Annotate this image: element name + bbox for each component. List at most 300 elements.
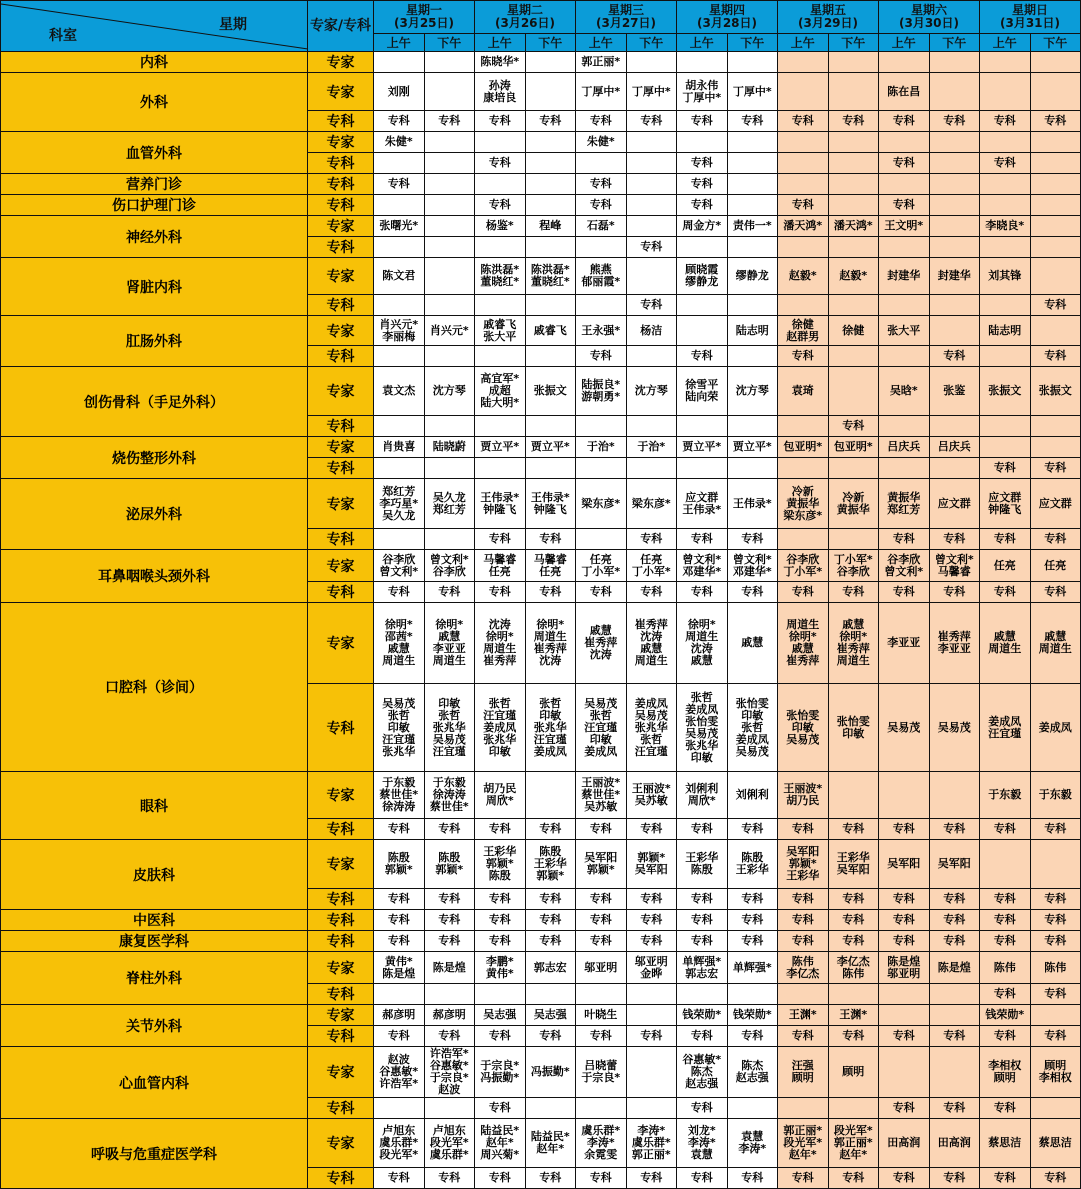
schedule-cell: 高宜军* 成超 陆大明* xyxy=(475,367,526,416)
schedule-cell: 包亚明* xyxy=(778,437,829,458)
schedule-cell: 专科 xyxy=(980,931,1031,952)
schedule-cell xyxy=(1030,1005,1081,1026)
schedule-cell xyxy=(1030,840,1081,889)
schedule-cell xyxy=(1030,216,1081,237)
schedule-cell: 刘其锋 xyxy=(980,258,1031,295)
schedule-cell: 专科 xyxy=(1030,295,1081,316)
schedule-cell: 吴易茂 张哲 汪宜瑾 印敏 姜成凤 xyxy=(576,684,627,772)
schedule-cell xyxy=(929,295,980,316)
schedule-cell xyxy=(1030,132,1081,153)
schedule-cell: 专科 xyxy=(879,1098,930,1119)
schedule-cell: 专科 xyxy=(525,111,576,132)
schedule-cell: 包亚明* xyxy=(828,437,879,458)
schedule-cell xyxy=(727,295,778,316)
am-header: 上午 xyxy=(475,34,526,52)
schedule-cell xyxy=(879,52,930,73)
schedule-cell xyxy=(626,195,677,216)
schedule-cell: 戚慧 周道生 xyxy=(980,603,1031,684)
schedule-cell: 谷李欣 曾文利* xyxy=(879,550,930,582)
pm-header: 下午 xyxy=(929,34,980,52)
schedule-row xyxy=(1,195,1081,216)
schedule-cell xyxy=(828,529,879,550)
schedule-cell: 专科 xyxy=(626,582,677,603)
schedule-cell: 贾立平* xyxy=(677,437,728,458)
schedule-cell xyxy=(929,237,980,258)
schedule-cell: 专科 xyxy=(980,819,1031,840)
schedule-cell xyxy=(929,216,980,237)
schedule-cell xyxy=(626,984,677,1005)
schedule-cell xyxy=(374,984,425,1005)
schedule-cell: 袁文杰 xyxy=(374,367,425,416)
schedule-cell: 谷李欣 丁小军* xyxy=(778,550,829,582)
schedule-cell: 专科 xyxy=(778,582,829,603)
schedule-cell: 专科 xyxy=(424,582,475,603)
schedule-cell xyxy=(576,237,627,258)
clinic-type: 专家 xyxy=(308,1005,374,1026)
day-header: 星期日 (3月31日) xyxy=(980,1,1081,34)
schedule-cell: 专科 xyxy=(727,111,778,132)
schedule-cell: 沈方琴 xyxy=(727,367,778,416)
schedule-cell: 李晓良* xyxy=(980,216,1031,237)
schedule-cell xyxy=(980,52,1031,73)
schedule-cell: 石磊* xyxy=(576,216,627,237)
schedule-cell: 李相权 顾明 xyxy=(980,1047,1031,1098)
schedule-cell: 专科 xyxy=(677,1026,728,1047)
schedule-cell xyxy=(475,984,526,1005)
schedule-cell: 陆志明 xyxy=(980,316,1031,346)
schedule-cell xyxy=(980,295,1031,316)
schedule-cell xyxy=(626,1047,677,1098)
schedule-cell xyxy=(879,174,930,195)
schedule-cell xyxy=(879,132,930,153)
schedule-cell: 专科 xyxy=(727,819,778,840)
schedule-cell: 吴志强 xyxy=(475,1005,526,1026)
clinic-type: 专家 xyxy=(308,437,374,458)
schedule-cell: 蔡思洁 xyxy=(1030,1119,1081,1168)
schedule-cell xyxy=(475,132,526,153)
schedule-cell xyxy=(576,416,627,437)
schedule-cell xyxy=(475,237,526,258)
schedule-cell: 潘天鸿* xyxy=(778,216,829,237)
clinic-type: 专科 xyxy=(308,174,374,195)
department-name: 泌尿外科 xyxy=(1,479,308,550)
schedule-cell: 蔡思洁 xyxy=(980,1119,1031,1168)
department-name: 中医科 xyxy=(1,910,308,931)
schedule-cell: 专科 xyxy=(828,1168,879,1189)
clinic-type: 专家 xyxy=(308,316,374,346)
am-header: 上午 xyxy=(778,34,829,52)
schedule-cell: 田高润 xyxy=(879,1119,930,1168)
schedule-cell xyxy=(626,416,677,437)
schedule-cell: 专科 xyxy=(778,931,829,952)
schedule-cell: 吴军阳 郭颖* 王彩华 xyxy=(778,840,829,889)
schedule-cell xyxy=(1030,237,1081,258)
schedule-cell: 钱荣勋* xyxy=(727,1005,778,1026)
schedule-cell: 专科 xyxy=(475,582,526,603)
schedule-cell: 专科 xyxy=(424,1168,475,1189)
schedule-cell xyxy=(778,295,829,316)
schedule-cell: 专科 xyxy=(980,582,1031,603)
clinic-type: 专家 xyxy=(308,367,374,416)
schedule-cell: 应文群 王伟录* xyxy=(677,479,728,529)
schedule-cell: 专科 xyxy=(980,889,1031,910)
schedule-cell xyxy=(525,174,576,195)
schedule-cell: 于治* xyxy=(576,437,627,458)
schedule-cell xyxy=(778,174,829,195)
schedule-cell: 谷李欣 曾文利* xyxy=(374,550,425,582)
schedule-cell xyxy=(727,195,778,216)
schedule-cell: 李亚亚 xyxy=(879,603,930,684)
schedule-cell xyxy=(677,237,728,258)
schedule-cell: 卢旭东 虞乐群* 段光军* xyxy=(374,1119,425,1168)
schedule-cell: 专科 xyxy=(980,1026,1031,1047)
schedule-cell: 顾明 李相权 xyxy=(1030,1047,1081,1098)
schedule-cell: 专科 xyxy=(576,819,627,840)
schedule-cell: 戚慧 崔秀萍 沈涛 xyxy=(576,603,627,684)
schedule-cell: 王伟录* 钟隆飞 xyxy=(525,479,576,529)
schedule-cell: 专科 xyxy=(424,889,475,910)
schedule-cell: 沈方琴 xyxy=(424,367,475,416)
schedule-cell: 冷新 黄振华 xyxy=(828,479,879,529)
schedule-cell: 专科 xyxy=(929,529,980,550)
schedule-row xyxy=(1,952,1081,984)
schedule-cell: 陈是煌 xyxy=(929,952,980,984)
schedule-cell xyxy=(929,153,980,174)
schedule-cell: 专科 xyxy=(525,910,576,931)
schedule-cell: 专科 xyxy=(424,931,475,952)
schedule-cell xyxy=(828,1098,879,1119)
schedule-cell: 专科 xyxy=(677,346,728,367)
schedule-cell: 专科 xyxy=(626,529,677,550)
schedule-cell: 马馨睿 任亮 xyxy=(525,550,576,582)
schedule-cell: 专科 xyxy=(525,931,576,952)
schedule-cell: 吴志强 xyxy=(525,1005,576,1026)
department-name: 眼科 xyxy=(1,772,308,840)
schedule-cell: 王伟录* xyxy=(727,479,778,529)
schedule-cell xyxy=(677,416,728,437)
schedule-cell: 专科 xyxy=(525,582,576,603)
schedule-cell: 王渊* xyxy=(828,1005,879,1026)
department-name: 伤口护理门诊 xyxy=(1,195,308,216)
schedule-cell: 单辉强* xyxy=(727,952,778,984)
schedule-cell xyxy=(778,984,829,1005)
schedule-cell: 单辉强* 郭志宏 xyxy=(677,952,728,984)
schedule-cell: 王丽波* 吴苏敏 xyxy=(626,772,677,819)
schedule-cell: 专科 xyxy=(778,819,829,840)
schedule-cell: 专科 xyxy=(828,582,879,603)
schedule-cell: 梁东彦* xyxy=(626,479,677,529)
schedule-cell xyxy=(879,295,930,316)
schedule-cell: 专科 xyxy=(727,931,778,952)
clinic-type: 专家 xyxy=(308,952,374,984)
schedule-cell: 专科 xyxy=(1030,1026,1081,1047)
department-name: 烧伤整形外科 xyxy=(1,437,308,479)
schedule-cell: 专科 xyxy=(828,910,879,931)
schedule-cell: 刘刚 xyxy=(374,73,425,111)
schedule-cell: 张鉴 xyxy=(929,367,980,416)
schedule-cell xyxy=(980,346,1031,367)
schedule-cell: 专科 xyxy=(576,582,627,603)
schedule-cell: 顾晓霞 缪静龙 xyxy=(677,258,728,295)
schedule-cell: 王永强* xyxy=(576,316,627,346)
schedule-cell xyxy=(727,1098,778,1119)
schedule-cell xyxy=(727,416,778,437)
schedule-cell: 刘俐利 xyxy=(727,772,778,819)
day-header: 星期一 (3月25日) xyxy=(374,1,475,34)
schedule-cell xyxy=(778,73,829,111)
schedule-cell: 刘龙* 李涛* 袁慧 xyxy=(677,1119,728,1168)
schedule-cell: 陈殷 王彩华 郭颖* xyxy=(525,840,576,889)
schedule-cell: 虞乐群* 李涛* 余霓雯 xyxy=(576,1119,627,1168)
schedule-cell xyxy=(475,346,526,367)
schedule-cell: 程峰 xyxy=(525,216,576,237)
schedule-cell: 戚睿飞 xyxy=(525,316,576,346)
schedule-row xyxy=(1,550,1081,582)
schedule-cell: 黄伟* 陈是煌 xyxy=(374,952,425,984)
schedule-cell: 吕庆兵 xyxy=(879,437,930,458)
department-name: 血管外科 xyxy=(1,132,308,174)
schedule-cell: 专科 xyxy=(374,111,425,132)
schedule-cell xyxy=(778,52,829,73)
schedule-cell: 专科 xyxy=(778,195,829,216)
schedule-cell: 李涛* 虞乐群* 郭正丽* xyxy=(626,1119,677,1168)
schedule-cell xyxy=(525,195,576,216)
schedule-cell: 任亮 xyxy=(980,550,1031,582)
schedule-cell xyxy=(828,458,879,479)
schedule-cell: 专科 xyxy=(576,889,627,910)
schedule-cell: 丁厚中* xyxy=(576,73,627,111)
schedule-cell: 专科 xyxy=(374,174,425,195)
schedule-cell xyxy=(980,132,1031,153)
schedule-row xyxy=(1,772,1081,819)
schedule-cell xyxy=(424,458,475,479)
schedule-cell: 钱荣勋* xyxy=(980,1005,1031,1026)
schedule-cell xyxy=(576,153,627,174)
schedule-cell: 陈文君 xyxy=(374,258,425,295)
clinic-type: 专科 xyxy=(308,458,374,479)
schedule-cell: 专科 xyxy=(778,1168,829,1189)
schedule-cell xyxy=(929,458,980,479)
schedule-cell xyxy=(424,295,475,316)
schedule-cell: 王彩华 陈殷 xyxy=(677,840,728,889)
schedule-cell xyxy=(374,346,425,367)
schedule-cell xyxy=(980,73,1031,111)
schedule-cell: 郝彦明 xyxy=(424,1005,475,1026)
schedule-cell: 专科 xyxy=(374,582,425,603)
schedule-cell xyxy=(1030,1098,1081,1119)
schedule-cell: 张哲 姜成凤 张怡雯 吴易茂 张兆华 印敏 xyxy=(677,684,728,772)
schedule-cell: 吴军阳 郭颖* xyxy=(576,840,627,889)
schedule-row xyxy=(1,367,1081,416)
schedule-cell: 专科 xyxy=(879,889,930,910)
schedule-cell: 曾文利* 马馨睿 xyxy=(929,550,980,582)
schedule-cell: 邬亚明 金晔 xyxy=(626,952,677,984)
schedule-cell: 专科 xyxy=(677,819,728,840)
schedule-cell: 徐明* 周道生 崔秀萍 沈涛 xyxy=(525,603,576,684)
schedule-cell xyxy=(778,132,829,153)
schedule-cell xyxy=(929,52,980,73)
schedule-cell: 郑红芳 李巧星* 吴久龙 xyxy=(374,479,425,529)
schedule-cell xyxy=(525,153,576,174)
schedule-cell: 专科 xyxy=(576,1168,627,1189)
schedule-row xyxy=(1,52,1081,73)
schedule-cell: 专科 xyxy=(576,931,627,952)
schedule-cell: 戚慧 xyxy=(727,603,778,684)
schedule-cell: 专科 xyxy=(374,1168,425,1189)
schedule-cell xyxy=(778,529,829,550)
schedule-cell: 专科 xyxy=(879,529,930,550)
schedule-cell: 周金方* xyxy=(677,216,728,237)
schedule-cell: 姜成凤 吴易茂 张兆华 张哲 汪宜瑾 xyxy=(626,684,677,772)
schedule-cell: 贾立平* xyxy=(475,437,526,458)
schedule-cell: 专科 xyxy=(475,1026,526,1047)
schedule-cell: 专科 xyxy=(1030,984,1081,1005)
clinic-type: 专科 xyxy=(308,1026,374,1047)
schedule-cell: 专科 xyxy=(879,910,930,931)
schedule-cell: 孙涛 康培良 xyxy=(475,73,526,111)
schedule-cell xyxy=(778,153,829,174)
schedule-cell: 邬亚明 xyxy=(576,952,627,984)
schedule-cell: 专科 xyxy=(374,910,425,931)
schedule-cell: 专科 xyxy=(475,889,526,910)
schedule-cell xyxy=(778,1098,829,1119)
schedule-cell: 专科 xyxy=(677,153,728,174)
schedule-cell xyxy=(828,772,879,819)
schedule-cell: 吴易茂 xyxy=(929,684,980,772)
schedule-cell xyxy=(424,258,475,295)
schedule-cell xyxy=(475,174,526,195)
schedule-row xyxy=(1,1005,1081,1026)
schedule-cell: 专科 xyxy=(576,195,627,216)
department-name: 呼吸与危重症医学科 xyxy=(1,1119,308,1189)
schedule-cell xyxy=(576,1098,627,1119)
schedule-cell: 专科 xyxy=(576,174,627,195)
schedule-cell xyxy=(424,73,475,111)
schedule-cell: 戚慧 周道生 xyxy=(1030,603,1081,684)
schedule-cell: 熊燕 郁丽霞* xyxy=(576,258,627,295)
schedule-cell xyxy=(374,153,425,174)
schedule-cell: 专科 xyxy=(929,910,980,931)
schedule-cell xyxy=(475,295,526,316)
schedule-cell: 专科 xyxy=(778,910,829,931)
schedule-cell xyxy=(1030,195,1081,216)
schedule-cell xyxy=(677,295,728,316)
schedule-cell: 专科 xyxy=(727,1026,778,1047)
schedule-cell: 专科 xyxy=(626,931,677,952)
department-name: 营养门诊 xyxy=(1,174,308,195)
schedule-cell: 应文群 xyxy=(1030,479,1081,529)
schedule-cell: 专科 xyxy=(475,111,526,132)
schedule-cell: 朱健* xyxy=(374,132,425,153)
schedule-cell: 徐明* 周道生 沈涛 戚慧 xyxy=(677,603,728,684)
schedule-cell xyxy=(828,174,879,195)
schedule-cell: 专科 xyxy=(525,1026,576,1047)
schedule-cell: 王彩华 吴军阳 xyxy=(828,840,879,889)
schedule-cell: 专科 xyxy=(1030,889,1081,910)
schedule-cell: 专科 xyxy=(626,237,677,258)
schedule-cell xyxy=(424,195,475,216)
schedule-cell: 张曙光* xyxy=(374,216,425,237)
schedule-row xyxy=(1,1047,1081,1098)
schedule-cell: 专科 xyxy=(525,889,576,910)
department-name: 康复医学科 xyxy=(1,931,308,952)
schedule-cell xyxy=(424,529,475,550)
pm-header: 下午 xyxy=(525,34,576,52)
schedule-cell: 专科 xyxy=(1030,111,1081,132)
schedule-cell xyxy=(929,984,980,1005)
schedule-cell: 丁厚中* xyxy=(626,73,677,111)
schedule-cell: 叶晓生 xyxy=(576,1005,627,1026)
schedule-cell: 任亮 丁小军* xyxy=(576,550,627,582)
schedule-cell xyxy=(677,984,728,1005)
schedule-cell: 陈洪磊* 董晓红* xyxy=(525,258,576,295)
schedule-cell: 专科 xyxy=(576,1026,627,1047)
schedule-cell: 印敏 张哲 张兆华 吴易茂 汪宜瑾 xyxy=(424,684,475,772)
schedule-cell xyxy=(525,73,576,111)
schedule-cell: 马馨睿 任亮 xyxy=(475,550,526,582)
schedule-cell xyxy=(828,73,879,111)
schedule-cell: 姜成凤 xyxy=(1030,684,1081,772)
schedule-cell xyxy=(424,984,475,1005)
schedule-cell: 段光军* 郭正丽* 赵年* xyxy=(828,1119,879,1168)
schedule-cell: 专科 xyxy=(475,1168,526,1189)
schedule-cell: 赵毅* xyxy=(778,258,829,295)
schedule-cell: 于东毅 xyxy=(1030,772,1081,819)
schedule-cell: 潘天鸿* xyxy=(828,216,879,237)
schedule-cell: 陆志明 xyxy=(727,316,778,346)
clinic-type: 专科 xyxy=(308,295,374,316)
schedule-cell xyxy=(626,52,677,73)
schedule-cell: 吕庆兵 xyxy=(929,437,980,458)
schedule-cell xyxy=(374,416,425,437)
schedule-cell xyxy=(626,153,677,174)
clinic-type: 专家 xyxy=(308,603,374,684)
schedule-cell: 专科 xyxy=(1030,582,1081,603)
schedule-cell: 于治* xyxy=(626,437,677,458)
schedule-cell: 专科 xyxy=(929,889,980,910)
schedule-cell xyxy=(879,237,930,258)
schedule-cell: 专科 xyxy=(879,819,930,840)
schedule-cell xyxy=(1030,437,1081,458)
schedule-cell: 于宗良* 冯振勤* xyxy=(475,1047,526,1098)
schedule-cell: 陈殷 王彩华 xyxy=(727,840,778,889)
schedule-cell: 陈洪磊* 董晓红* xyxy=(475,258,526,295)
schedule-cell xyxy=(424,153,475,174)
schedule-cell: 专科 xyxy=(626,910,677,931)
schedule-cell: 崔秀萍 沈涛 戚慧 周道生 xyxy=(626,603,677,684)
schedule-cell: 封建华 xyxy=(929,258,980,295)
schedule-cell xyxy=(525,458,576,479)
schedule-cell: 专科 xyxy=(475,529,526,550)
pm-header: 下午 xyxy=(1030,34,1081,52)
schedule-cell: 专科 xyxy=(980,529,1031,550)
clinic-type: 专家 xyxy=(308,216,374,237)
schedule-cell: 缪静龙 xyxy=(727,258,778,295)
schedule-cell: 肖贵喜 xyxy=(374,437,425,458)
schedule-cell: 专科 xyxy=(677,1098,728,1119)
schedule-cell xyxy=(929,132,980,153)
schedule-cell xyxy=(727,237,778,258)
schedule-cell: 陈伟 xyxy=(980,952,1031,984)
schedule-row xyxy=(1,910,1081,931)
schedule-cell xyxy=(626,458,677,479)
schedule-cell: 专科 xyxy=(727,1168,778,1189)
schedule-cell: 赵波 谷惠敏* 许浩军* xyxy=(374,1047,425,1098)
schedule-cell xyxy=(525,346,576,367)
schedule-cell: 吴易茂 张哲 印敏 汪宜瑾 张兆华 xyxy=(374,684,425,772)
schedule-cell: 专科 xyxy=(879,931,930,952)
schedule-cell xyxy=(1030,73,1081,111)
